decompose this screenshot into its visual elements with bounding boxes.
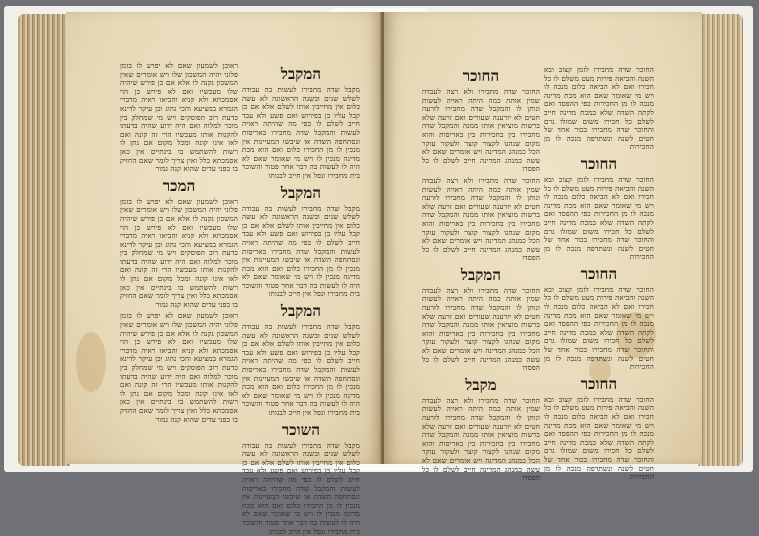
section-heading: המכר bbox=[162, 176, 196, 195]
text-block: ראובן לשמעון שאם לא יפרע לו בזמן פלוני יהיה המשכון שלו ויש אומרים שאין המשכון נקנה לו אלא אם כן פירש שיהיה שלו מעכשיו ואם לא פירש כן הוי אסמכתא ולא קניא והביאו ראיה מדברי הגמרא במציעא והכי נהוג וכן עיקר לדינא כדעת רוב הפוסקים ויש מי שמחלק בין מוכר למלוה ואם היה ידוע שהיה בדעתו להקנות אותו מעכשיו הרי זה קונה ואם לאו אינו קונה ומכל מקום אם נתן לו רשות להשתמש בו בינתיים אין כאן אסמכתא כלל ואין צריך לומר שאם החזיק בו בפני עדים שהוא קנה גמור bbox=[120, 311, 238, 424]
text-block: מקבל שדה מחבירו לעשות בה עבודה לשלש שנים ובשנה הראשונה לא עשה כלום אין מחייבין אותו לשלם אלא אם כן קבל עליו כן בפירוש ואם פשע ולא עבד חייב לשלם לו כפי מה שהיתה ראויה לעשות והמקבל שדה מחבירו באריסות ונסתחפה השדה או שיבשו המעיינות אין מנכין לו מן החכירו כלום ואם הוא מכת מדינה מנכין לו ויש מי שאומר שאם לא היה לו לעשות בה דבר אחר פטור והשוכר בית מחבירו ונפל אין חייב לבנותו bbox=[242, 85, 360, 180]
left-page bbox=[66, 12, 382, 536]
section-heading: החוכר bbox=[580, 154, 618, 173]
page-edges-right bbox=[698, 14, 743, 466]
text-block: החוכר שדה מחבירו ולא רצה לעבדה שמין אותה כמה היתה ראויה לעשות ונותן לו והמקבל שדה מחבירו לזרעה חטים לא יזרענה שעורים ואם זרעה שלא ברשות מוציאין אותו ממנה והמקבל שדה מחבירו בין בחכירות בין באריסות והוא מקום שנהגו לקצור קוצר ולעקור עוקר הכל כמנהג המדינה ויש אומרים שאם לא עשה כמנהג המדינה חייב לשלם לו כל הפסדו bbox=[422, 395, 540, 483]
text-block: החוכר שדה מחבירו לזמן קצוב ובא השנה והביאה פירות מעט משלם לו כל חכירו ואם לא הביאה כלום מנכה לו ויש מי שאומר שאם הוא מכת מדינה מנכה לו מן החכירות כפי ההפסד ואם לקתה השדה שלא במכת מדינה חייב לשלם כל חכירו משום שמזלו גרם והחוכר שדה מחבירו בכור אחד של חטים לשנה ונשתדפה מנכה לו מן החכירות bbox=[544, 65, 654, 152]
section-heading: המקבל bbox=[280, 65, 322, 83]
right-page-inner-column bbox=[422, 64, 540, 483]
text-block: החוכר שדה מחבירו לזמן קצוב ובא השנה והביאה פירות מעט משלם לו כל חכירו ואם לא הביאה כלום מנכה לו ויש מי שאומר שאם הוא מכת מדינה מנכה לו מן החכירות כפי ההפסד ואם לקתה השדה שלא במכת מדינה חייב לשלם כל חכירו משום שמזלו גרם והחוכר שדה מחבירו בכור אחד של חטים לשנה ונשתדפה מנכה לו מן החכירות bbox=[544, 394, 654, 482]
text-block: החוכר שדה מחבירו ולא רצה לעבדה שמין אותה כמה היתה ראויה לעשות ונותן לו והמקבל שדה מחבירו לזרעה חטים לא יזרענה שעורים ואם זרעה שלא ברשות מוציאין אותו ממנה והמקבל שדה מחבירו בין בחכירות בין באריסות והוא מקום שנהגו לקצור קוצר ולעקור עוקר הכל כמנהג המדינה ויש אומרים שאם לא עשה כמנהג המדינה חייב לשלם לו כל הפסדו bbox=[422, 175, 540, 263]
section-heading: מקבל bbox=[465, 375, 497, 394]
section-heading: השוכר bbox=[281, 420, 321, 439]
section-heading: החוכר bbox=[580, 374, 618, 393]
text-block: החוכר שדה מחבירו לזמן קצוב ובא השנה והביאה פירות מעט משלם לו כל חכירו ואם לא הביאה כלום מנכה לו ויש מי שאומר שאם הוא מכת מדינה מנכה לו מן החכירות כפי ההפסד ואם לקתה השדה שלא במכת מדינה חייב לשלם כל חכירו משום שמזלו גרם והחוכר שדה מחבירו בכור אחד של חטים לשנה ונשתדפה מנכה לו מן החכירות bbox=[544, 174, 654, 262]
text-block: ראובן לשמעון שאם לא יפרע לו בזמן פלוני יהיה המשכון שלו ויש אומרים שאין המשכון נקנה לו אלא אם כן פירש שיהיה שלו מעכשיו ואם לא פירש כן הוי אסמכתא ולא קניא והביאו ראיה מדברי הגמרא במציעא והכי נהוג וכן עיקר לדינא כדעת רוב הפוסקים ויש מי שמחלק בין מוכר למלוה ואם היה ידוע שהיה בדעתו להקנות אותו מעכשיו הרי זה קונה ואם לאו אינו קונה ומכל מקום אם נתן לו רשות להשתמש בו בינתיים אין כאן אסמכתא כלל ואין צריך לומר שאם החזיק בו בפני עדים שהוא קנה גמור bbox=[120, 196, 238, 309]
paper-stain bbox=[76, 332, 106, 392]
section-heading: המקבל bbox=[280, 183, 322, 202]
section-heading: החוכר bbox=[580, 264, 618, 283]
page-edges-left bbox=[18, 14, 70, 466]
left-page-outer-column bbox=[120, 61, 238, 424]
text-block: החוכר שדה מחבירו ולא רצה לעבדה שמין אותה כמה היתה ראויה לעשות ונותן לו והמקבל שדה מחבירו לזרעה חטים לא יזרענה שעורים ואם זרעה שלא ברשות מוציאין אותו ממנה והמקבל שדה מחבירו בין בחכירות בין באריסות והוא מקום שנהגו לקצור קוצר ולעקור עוקר הכל כמנהג המדינה ויש אומרים שאם לא עשה כמנהג המדינה חייב לשלם לו כל הפסדו bbox=[422, 285, 540, 373]
text-block: מקבל שדה מחבירו לעשות בה עבודה לשלש שנים ובשנה הראשונה לא עשה כלום אין מחייבין אותו לשלם אלא אם כן קבל עליו כן בפירוש ואם פשע ולא עבד חייב לשלם לו כפי מה שהיתה ראויה לעשות והמקבל שדה מחבירו באריסות ונסתחפה השדה או שיבשו המעיינות אין מנכין לו מן החכירו כלום ואם הוא מכת מדינה מנכין לו ויש מי שאומר שאם לא היה לו לעשות בה דבר אחר פטור והשוכר בית מחבירו ונפל אין חייב לבנותו bbox=[242, 440, 360, 536]
section-heading: המקבל bbox=[460, 265, 502, 284]
text-block: מקבל שדה מחבירו לעשות בה עבודה לשלש שנים ובשנה הראשונה לא עשה כלום אין מחייבין אותו לשלם אלא אם כן קבל עליו כן בפירוש ואם פשע ולא עבד חייב לשלם לו כפי מה שהיתה ראויה לעשות והמקבל שדה מחבירו באריסות ונסתחפה השדה או שיבשו המעיינות אין מנכין לו מן החכירו כלום ואם הוא מכת מדינה מנכין לו ויש מי שאומר שאם לא היה לו לעשות בה דבר אחר פטור והשוכר בית מחבירו ונפל אין חייב לבנותו bbox=[242, 322, 360, 417]
text-block: החוכר שדה מחבירו ולא רצה לעבדה שמין אותה כמה היתה ראויה לעשות ונותן לו והמקבל שדה מחבירו לזרעה חטים לא יזרענה שעורים ואם זרעה שלא ברשות מוציאין אותו ממנה והמקבל שדה מחבירו בין בחכירות בין באריסות והוא מקום שנהגו לקצור קוצר ולעקור עוקר הכל כמנהג המדינה ויש אומרים שאם לא עשה כמנהג המדינה חייב לשלם לו כל הפסדו bbox=[422, 87, 540, 174]
section-heading: החוכר bbox=[462, 67, 500, 85]
right-page bbox=[384, 12, 702, 483]
text-block: מקבל שדה מחבירו לעשות בה עבודה לשלש שנים ובשנה הראשונה לא עשה כלום אין מחייבין אותו לשלם אלא אם כן קבל עליו כן בפירוש ואם פשע ולא עבד חייב לשלם לו כפי מה שהיתה ראויה לעשות והמקבל שדה מחבירו באריסות ונסתחפה השדה או שיבשו המעיינות אין מנכין לו מן החכירו כלום ואם הוא מכת מדינה מנכין לו ויש מי שאומר שאם לא היה לו לעשות בה דבר אחר פטור והשוכר בית מחבירו ונפל אין חייב לבנותו bbox=[242, 203, 360, 299]
text-block: החוכר שדה מחבירו לזמן קצוב ובא השנה והביאה פירות מעט משלם לו כל חכירו ואם לא הביאה כלום מנכה לו ויש מי שאומר שאם הוא מכת מדינה מנכה לו מן החכירות כפי ההפסד ואם לקתה השדה שלא במכת מדינה חייב לשלם כל חכירו משום שמזלו גרם והחוכר שדה מחבירו בכור אחד של חטים לשנה ונשתדפה מנכה לו מן החכירות bbox=[544, 284, 654, 372]
section-heading: המקבל bbox=[280, 302, 322, 321]
right-page-outer-column bbox=[544, 65, 654, 482]
left-page-inner-column bbox=[242, 62, 360, 536]
text-block: ראובן לשמעון שאם לא יפרע לו בזמן פלוני יהיה המשכון שלו ויש אומרים שאין המשכון נקנה לו אלא אם כן פירש שיהיה שלו מעכשיו ואם לא פירש כן הוי אסמכתא ולא קניא והביאו ראיה מדברי הגמרא במציעא והכי נהוג וכן עיקר לדינא כדעת רוב הפוסקים ויש מי שמחלק בין מוכר למלוה ואם היה ידוע שהיה בדעתו להקנות אותו מעכשיו הרי זה קונה ואם לאו אינו קונה ומכל מקום אם נתן לו רשות להשתמש בו בינתיים אין כאן אסמכתא כלל ואין צריך לומר שאם החזיק בו בפני עדים שהוא קנה גמור bbox=[120, 61, 238, 174]
